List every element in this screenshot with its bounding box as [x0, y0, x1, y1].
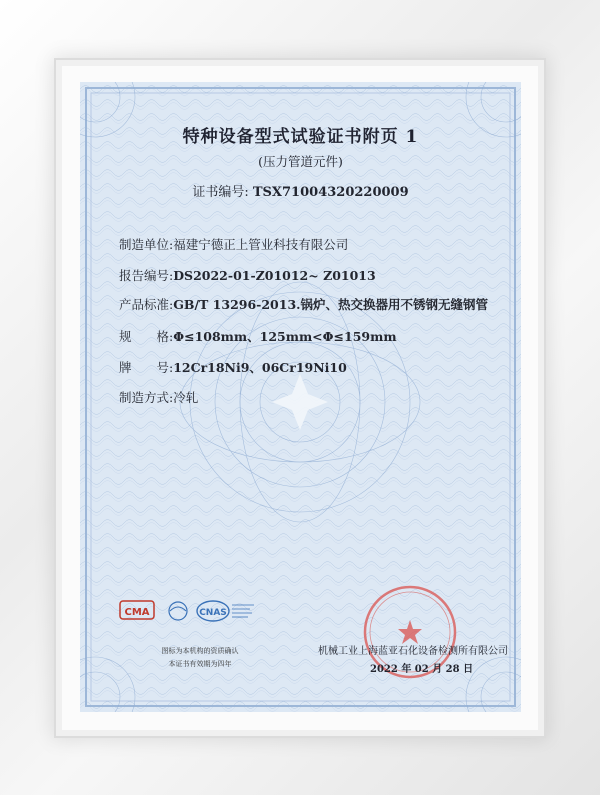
field-standard: [119, 295, 488, 313]
field-method: [119, 388, 198, 406]
field-label: 制造方式:: [119, 390, 174, 405]
issue-date: 2022 年 02 月 28 日: [370, 664, 474, 675]
certificate-subtitle: (压力管道元件): [258, 154, 343, 169]
field-spec: [119, 327, 397, 345]
field-value: 冷轧: [173, 390, 199, 405]
field-value: 12Cr18Ni9、06Cr19Ni10: [173, 360, 347, 375]
field-value: DS2022-01-Z01012~ Z01013: [173, 268, 376, 283]
field-value: 福建宁德正上管业科技有限公司: [173, 237, 349, 252]
certificate-number: [80, 181, 521, 200]
certificate-page: [80, 82, 521, 712]
field-label: 牌 号:: [119, 360, 174, 375]
qualification-notes: [130, 645, 270, 671]
accreditation-logos: [118, 595, 258, 629]
field-label: 规 格:: [119, 329, 174, 344]
issuing-organization: 机械工业上海蓝亚石化设备检测所有限公司: [318, 646, 508, 657]
field-label: 报告编号:: [119, 268, 174, 283]
ilac-mra-logo: [169, 602, 187, 620]
field-value: GB/T 13296-2013.锅炉、热交换器用不锈钢无缝钢管: [173, 297, 488, 312]
svg-text:CMA: CMA: [124, 607, 150, 618]
field-label: 制造单位:: [119, 237, 174, 252]
field-label: 产品标准:: [119, 297, 174, 312]
cert-no-label: 证书编号:: [192, 185, 249, 200]
cma-logo: [120, 601, 154, 619]
field-value: Φ≤108mm、125mm<Φ≤159mm: [173, 329, 397, 344]
field-grade: [119, 358, 347, 376]
cert-no-value: TSX71004320220009: [252, 185, 409, 200]
field-report-no: [119, 266, 376, 284]
note-line-1: 图标为本机构的资质确认: [161, 647, 239, 655]
cnas-logo: [197, 601, 254, 621]
note-line-2: 本证书有效期为四年: [168, 660, 232, 668]
field-manufacturer: [119, 235, 348, 253]
certificate-title: 特种设备型式试验证书附页 1: [182, 127, 419, 147]
svg-text:CNAS: CNAS: [199, 608, 227, 618]
